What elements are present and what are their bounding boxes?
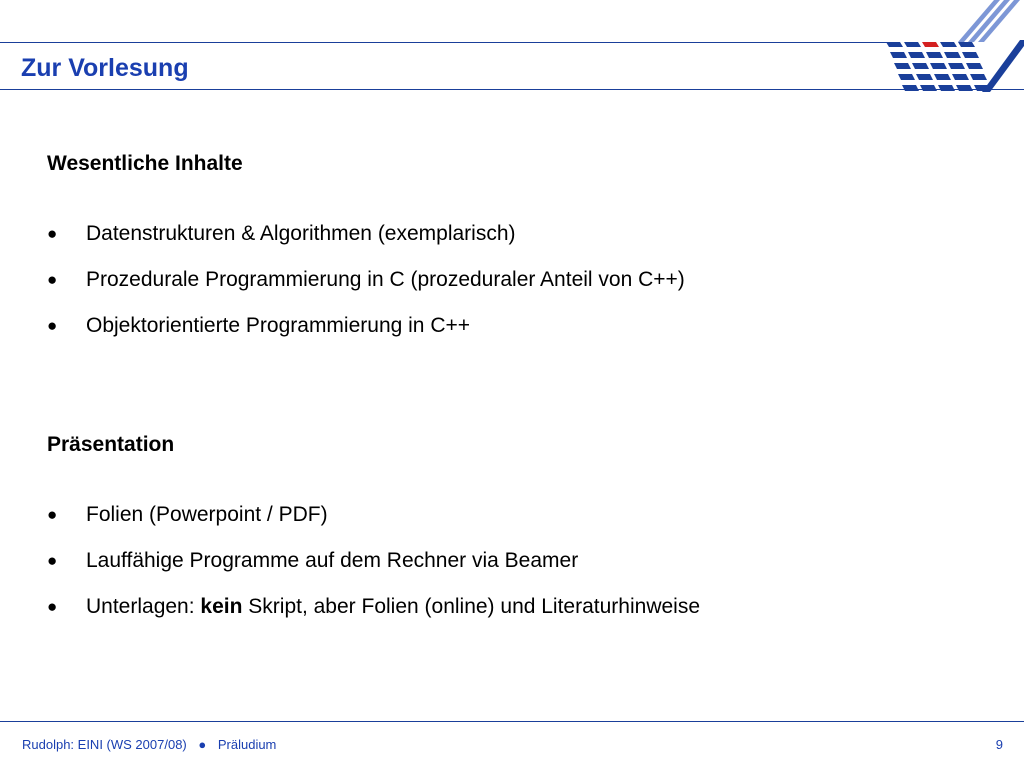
bullet-icon: ● (47, 597, 58, 616)
list-item-text: Prozedurale Programmierung in C (prozeduraler Anteil von C++) (86, 268, 685, 291)
footer-rule (0, 721, 1024, 722)
list-item-text: Lauffähige Programme auf dem Rechner via Beamer (86, 549, 579, 572)
list-item-text (86, 593, 700, 621)
bullet-icon: ● (47, 316, 58, 335)
footer-separator: ● (198, 737, 207, 752)
section-heading-contents: Wesentliche Inhalte (47, 152, 243, 175)
university-logo-icon (882, 0, 1024, 92)
list-item-text: Objektorientierte Programmierung in C++ (86, 314, 471, 337)
logo-accent (922, 42, 939, 47)
footer-course: Rudolph: EINI (WS 2007/08) (22, 737, 187, 752)
list-item-text: Datenstrukturen & Algorithmen (exemplarisch) (86, 222, 516, 245)
footer-chapter: Präludium (217, 737, 277, 752)
logo-stripes (958, 0, 1020, 42)
logo-large-stripes (982, 40, 1024, 92)
header-top-rule (0, 42, 890, 43)
bullet-icon: ● (47, 270, 58, 289)
footer (22, 736, 276, 754)
logo-grid (886, 42, 991, 91)
bullet-icon: ● (47, 224, 58, 243)
list-item-emphasis: kein (200, 595, 243, 618)
bullet-icon: ● (47, 505, 58, 524)
page-number: 9 (995, 737, 1003, 752)
section-heading-presentation: Präsentation (47, 433, 175, 456)
list-item-suffix: Skript, aber Folien (online) und Literaturhinweise (242, 595, 701, 618)
bullet-icon: ● (47, 551, 58, 570)
list-item-prefix: Unterlagen: (86, 595, 201, 618)
slide-title: Zur Vorlesung (21, 54, 189, 82)
title-rule (0, 89, 1024, 90)
list-item-text: Folien (Powerpoint / PDF) (86, 503, 328, 526)
